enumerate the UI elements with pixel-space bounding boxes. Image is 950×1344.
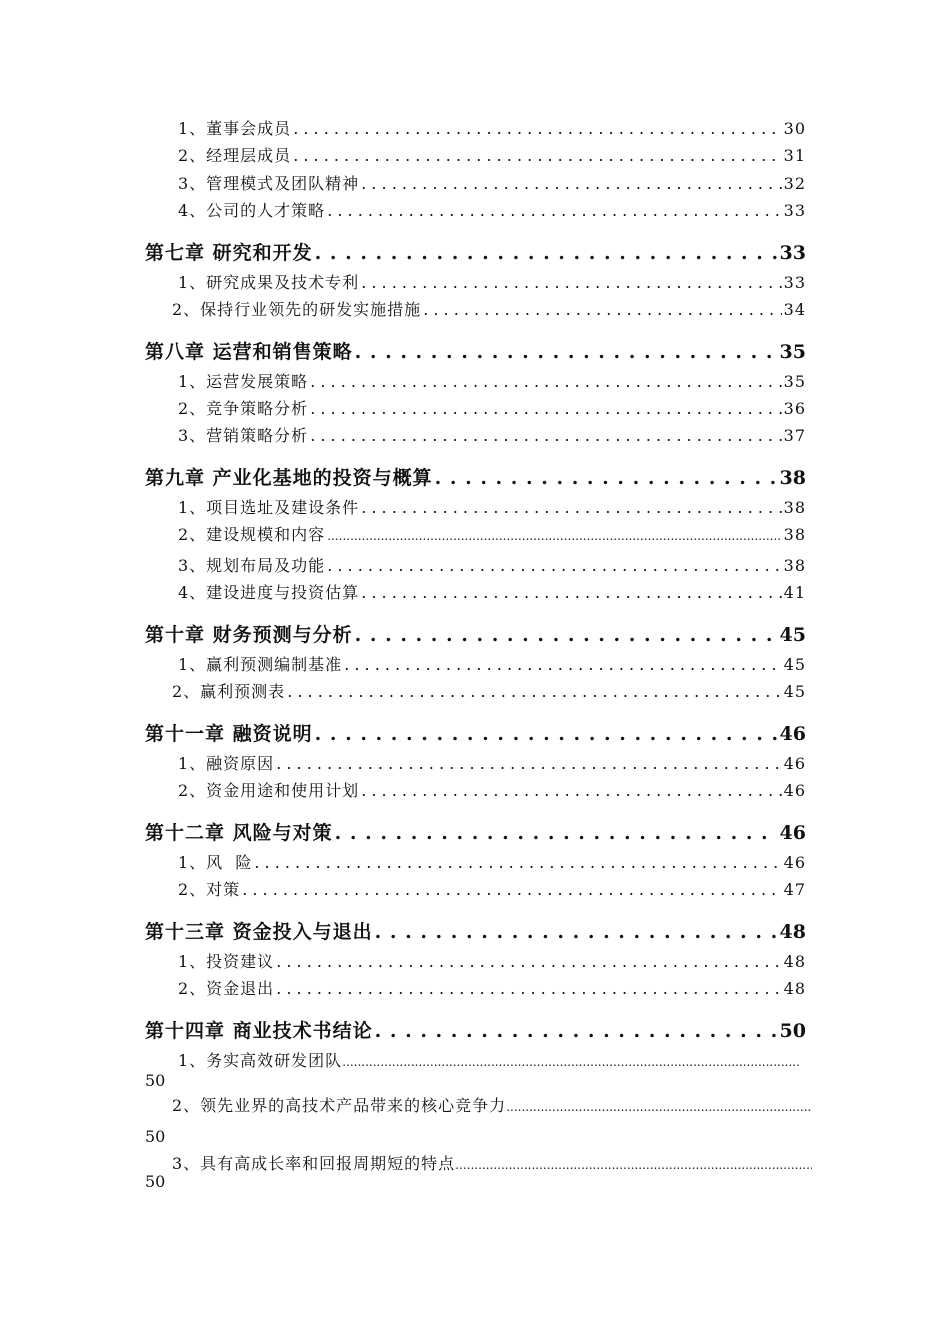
toc-entry[interactable] <box>178 751 806 774</box>
toc-entry-wrapped[interactable] <box>178 1048 800 1071</box>
toc-entry-title: 2、资金退出 <box>178 979 275 998</box>
toc-chapter[interactable] <box>145 719 806 746</box>
toc-entry-page: 45 <box>783 655 806 674</box>
toc-entry-page: 34 <box>783 300 806 319</box>
toc-entry[interactable] <box>178 143 806 166</box>
toc-entry-page: 38 <box>783 498 806 517</box>
dot-leader <box>254 853 781 872</box>
toc-entry-page: 32 <box>783 174 806 193</box>
toc-chapter-title: 第十一章 融资说明 <box>145 723 313 745</box>
dot-leader <box>315 723 778 745</box>
toc-entry-page: 36 <box>783 399 806 418</box>
dot-leader <box>361 174 781 193</box>
toc-entry-page: 46 <box>783 781 806 800</box>
toc-entry-title: 3、具有高成长率和回报周期短的特点 <box>172 1154 456 1173</box>
toc-chapter-title: 第十章 财务预测与分析 <box>145 624 353 646</box>
dot-leader <box>375 921 778 943</box>
toc-entry-page: 31 <box>783 146 806 165</box>
toc-entry[interactable] <box>172 297 806 320</box>
toc-entry-wrapped[interactable] <box>172 1151 812 1174</box>
toc-entry-page: 46 <box>783 754 806 773</box>
dot-leader <box>276 952 781 971</box>
toc-entry-wrapped[interactable] <box>172 1093 812 1116</box>
dot-leader <box>355 624 778 646</box>
toc-chapter-page: 50 <box>779 1020 806 1042</box>
toc-entry[interactable] <box>178 949 806 972</box>
toc-entry-page: 30 <box>783 119 806 138</box>
dot-leader <box>423 300 781 319</box>
toc-entry-page: 41 <box>783 583 806 602</box>
toc-entry-title: 1、融资原因 <box>178 754 275 773</box>
toc-chapter[interactable] <box>145 1016 806 1043</box>
toc-entry[interactable] <box>178 423 806 446</box>
toc-entry-title: 2、建设规模和内容 <box>178 525 326 544</box>
dot-leader <box>310 426 781 445</box>
dot-leader <box>276 754 781 773</box>
toc-entry[interactable] <box>178 778 806 801</box>
toc-entry-page: 50 <box>145 1127 166 1146</box>
dot-leader <box>361 273 781 292</box>
toc-chapter-title: 第十四章 商业技术书结论 <box>145 1020 373 1042</box>
toc-entry-title: 1、项目选址及建设条件 <box>178 498 360 517</box>
toc-entry[interactable] <box>178 850 806 873</box>
toc-chapter[interactable] <box>145 620 806 647</box>
toc-chapter-title: 第八章 运营和销售策略 <box>145 341 353 363</box>
toc-entry-title: 4、公司的人才策略 <box>178 201 326 220</box>
toc-entry[interactable] <box>178 652 806 675</box>
dot-leader <box>242 880 781 899</box>
toc-chapter-title: 第十三章 资金投入与退出 <box>145 921 373 943</box>
toc-entry-title: 3、管理模式及团队精神 <box>178 174 360 193</box>
toc-chapter-title: 第十二章 风险与对策 <box>145 822 333 844</box>
toc-chapter-page: 45 <box>779 624 806 646</box>
dot-leader <box>455 1154 812 1173</box>
toc-chapter[interactable] <box>145 818 806 845</box>
dot-leader <box>355 341 778 363</box>
toc-entry[interactable] <box>178 171 806 194</box>
toc-chapter-title: 第九章 产业化基地的投资与概算 <box>145 467 433 489</box>
toc-entry-title: 2、领先业界的高技术产品带来的核心竞争力 <box>172 1096 507 1115</box>
toc-entry-page: 37 <box>783 426 806 445</box>
toc-entry-title: 1、董事会成员 <box>178 119 292 138</box>
toc-entry-title: 1、运营发展策略 <box>178 372 309 391</box>
toc-entry-title: 2、经理层成员 <box>178 146 292 165</box>
toc-chapter-page: 35 <box>779 341 806 363</box>
toc-chapter-page: 33 <box>779 242 806 264</box>
toc-entry-page: 50 <box>145 1172 166 1191</box>
toc-entry[interactable] <box>178 116 806 139</box>
dot-leader <box>315 242 778 264</box>
dot-leader <box>310 372 781 391</box>
dot-leader <box>361 498 781 517</box>
toc-chapter-page: 38 <box>779 467 806 489</box>
dot-leader <box>344 655 781 674</box>
dot-leader <box>287 682 781 701</box>
toc-entry[interactable] <box>178 580 806 603</box>
toc-entry-page: 38 <box>783 525 806 544</box>
toc-entry-title: 1、投资建议 <box>178 952 275 971</box>
toc-entry-page: 45 <box>783 682 806 701</box>
toc-entry-title: 3、营销策略分析 <box>178 426 309 445</box>
dot-leader <box>361 583 781 602</box>
toc-entry-title: 1、务实高效研发团队 <box>178 1051 343 1070</box>
toc-entry[interactable] <box>178 522 806 545</box>
dot-leader <box>310 399 781 418</box>
toc-entry-page: 33 <box>783 273 806 292</box>
dot-leader <box>342 1051 800 1070</box>
toc-entry-title: 2、对策 <box>178 880 241 899</box>
dot-leader <box>327 201 781 220</box>
toc-entry[interactable] <box>172 679 806 702</box>
toc-entry-title: 2、赢利预测表 <box>172 682 286 701</box>
toc-entry[interactable] <box>178 270 806 293</box>
toc-entry-title: 4、建设进度与投资估算 <box>178 583 360 602</box>
toc-entry[interactable] <box>178 396 806 419</box>
dot-leader <box>435 467 778 489</box>
toc-entry-page: 46 <box>783 853 806 872</box>
toc-entry[interactable] <box>178 976 806 999</box>
toc-entry-title: 2、竞争策略分析 <box>178 399 309 418</box>
toc-entry[interactable] <box>178 553 806 576</box>
toc-entry-title: 1、风 险 <box>178 853 253 872</box>
toc-entry-title: 1、赢利预测编制基准 <box>178 655 343 674</box>
toc-entry-title: 1、研究成果及技术专利 <box>178 273 360 292</box>
toc-entry[interactable] <box>178 495 806 518</box>
toc-chapter-page: 46 <box>779 723 806 745</box>
toc-entry-title: 2、保持行业领先的研发实施措施 <box>172 300 422 319</box>
dot-leader <box>293 146 781 165</box>
toc-chapter[interactable] <box>145 238 806 265</box>
toc-entry-page: 47 <box>783 880 806 899</box>
dot-leader <box>327 556 781 575</box>
dot-leader <box>361 781 781 800</box>
dot-leader <box>375 1020 778 1042</box>
dot-leader <box>335 822 778 844</box>
toc-entry-page: 38 <box>783 556 806 575</box>
toc-entry[interactable] <box>178 877 806 900</box>
toc-chapter[interactable] <box>145 917 806 944</box>
toc-entry[interactable] <box>178 198 806 221</box>
toc-entry-page: 33 <box>783 201 806 220</box>
dot-leader <box>327 525 781 544</box>
toc-chapter-page: 46 <box>779 822 806 844</box>
toc-chapter[interactable] <box>145 463 806 490</box>
toc-entry[interactable] <box>178 369 806 392</box>
dot-leader <box>293 119 781 138</box>
toc-entry-page: 35 <box>783 372 806 391</box>
toc-entry-page: 48 <box>783 979 806 998</box>
toc-entry-page: 50 <box>145 1071 166 1090</box>
toc-entry-title: 2、资金用途和使用计划 <box>178 781 360 800</box>
toc-chapter-page: 48 <box>779 921 806 943</box>
dot-leader <box>276 979 781 998</box>
toc-chapter-title: 第七章 研究和开发 <box>145 242 313 264</box>
toc-entry-title: 3、规划布局及功能 <box>178 556 326 575</box>
toc-chapter[interactable] <box>145 337 806 364</box>
dot-leader <box>506 1096 812 1115</box>
toc-entry-page: 48 <box>783 952 806 971</box>
